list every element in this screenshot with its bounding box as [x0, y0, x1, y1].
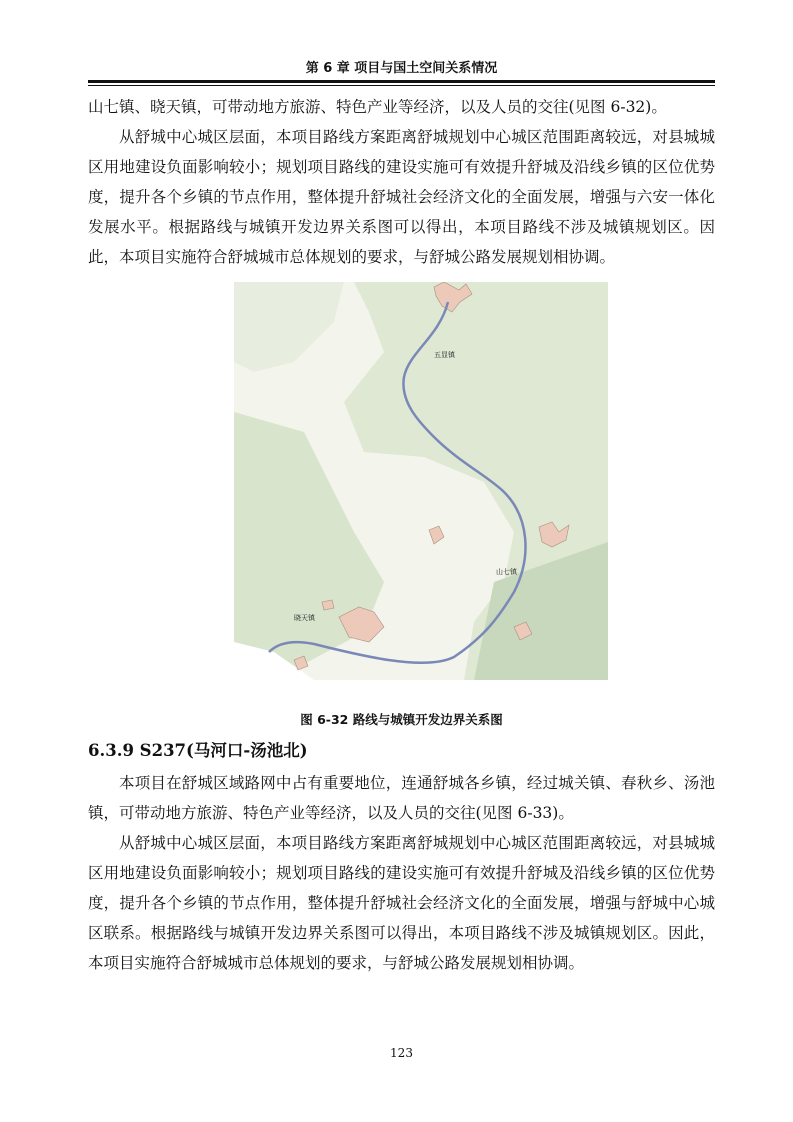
town-boundary-small-2 — [322, 600, 334, 610]
label-wuxian: 五显镇 — [434, 351, 455, 359]
header-rule-thick — [88, 80, 715, 83]
label-shanqi: 山七镇 — [496, 568, 517, 576]
chapter-header: 第 6 章 项目与国土空间关系情况 — [305, 61, 498, 76]
paragraph-4: 从舒城中心城区层面，本项目路线方案距离舒城规划中心城区范围距离较远，对县城城区用地建设负面影响较小；规划项目路线的建设实施可有效提升舒城及沿线乡镇的区位优势度，提升各个乡镇的节点作用，整体提升舒城社会经济文化的全面发展，增强与舒城中心城区联系。根据路线与城镇开发边界关系图可以得出，本项目路线不涉及城镇规划区。因此，本项目实施符合舒城城市总体规划的要求，与舒城公路发展规划相协调。 — [88, 834, 715, 972]
label-xiaotian: 晓天镇 — [294, 614, 315, 622]
paragraph-3: 本项目在舒城区域路网中占有重要地位，连通舒城各乡镇，经过城关镇、春秋乡、汤池镇，可带动地方旅游、特色产业等经济，以及人员的交往(见图 6-33)。 — [88, 774, 715, 822]
figure-caption: 图 6-32 路线与城镇开发边界关系图 — [300, 712, 503, 727]
route-map — [234, 282, 608, 680]
header-rule-thin — [88, 85, 715, 86]
paragraph-2: 从舒城中心城区层面，本项目路线方案距离舒城规划中心城区范围距离较远，对县城城区用地建设负面影响较小；规划项目路线的建设实施可有效提升舒城及沿线乡镇的区位优势度，提升各个乡镇的节点作用，整体提升舒城社会经济文化的全面发展，增强与六安一体化发展水平。根据路线与城镇开发边界关系图可以得出，本项目路线不涉及城镇规划区。因此，本项目实施符合舒城城市总体规划的要求，与舒城公路发展规划相协调。 — [88, 128, 715, 266]
page-number: 123 — [390, 1046, 413, 1060]
paragraph-1: 山七镇、晓天镇，可带动地方旅游、特色产业等经济，以及人员的交往(见图 6-32)。 — [88, 98, 667, 116]
section-heading: 6.3.9 S237(马河口-汤池北) — [88, 741, 308, 760]
route-map-figure — [234, 282, 608, 680]
